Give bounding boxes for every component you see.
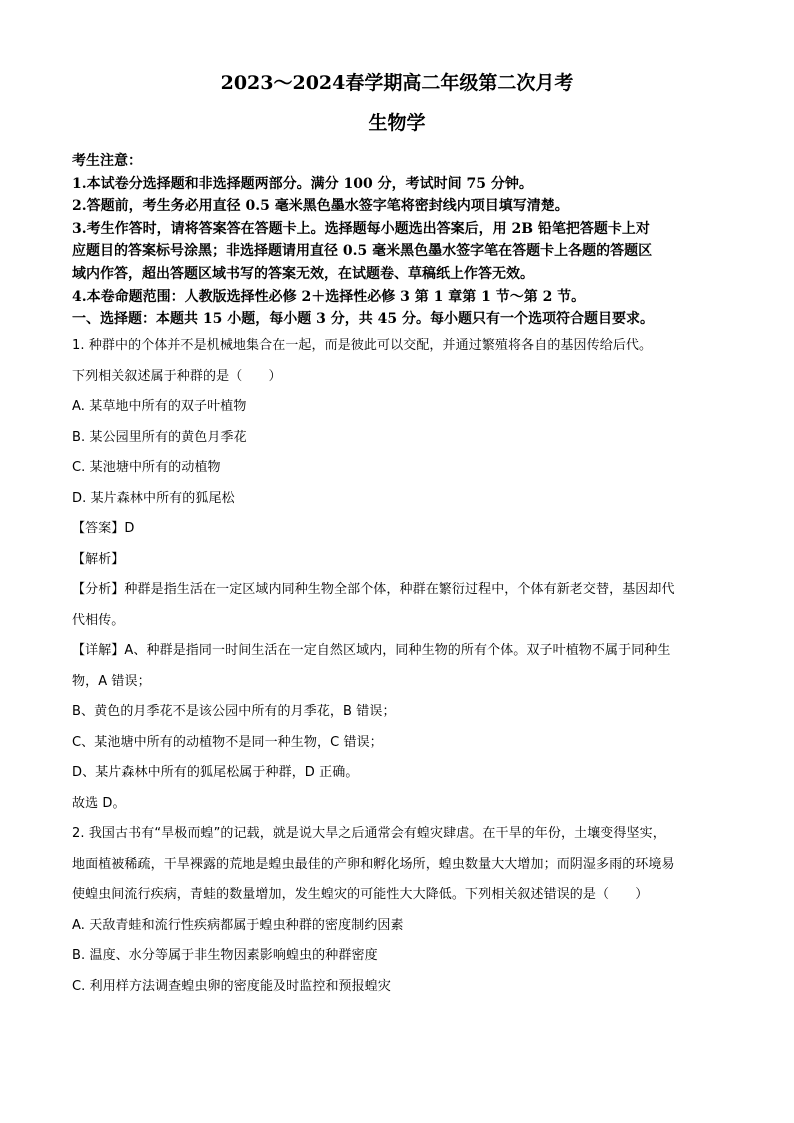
notice-item: 3.考生作答时，请将答案答在答题卡上。选择题每小题选出答案后，用 2B 铅笔把答题卡上对	[72, 220, 650, 237]
analysis-label: 【解析】	[72, 551, 125, 567]
exam-page	[72, 70, 722, 1002]
detail-text: 【详解】A、种群是指同一时间生活在一定自然区域内，同种生物的所有个体。双子叶植物不属于同种生	[72, 643, 671, 659]
exam-title: 2023～2024春学期高二年级第二次月考	[220, 72, 574, 94]
analysis-text: 【分析】种群是指生活在一定区域内同种生物全部个体，种群在繁衍过程中，个体有新老交替，基因却代	[72, 582, 675, 598]
notice-heading: 考生注意：	[72, 153, 142, 169]
subject-title: 生物学	[368, 112, 426, 134]
option-c: C. 利用样方法调查蝗虫卵的密度能及时监控和预报蝗灾	[72, 978, 391, 994]
detail-text: D、某片森林中所有的狐尾松属于种群，D 正确。	[72, 765, 359, 781]
notice-item: 4.本卷命题范围：人教版选择性必修 2＋选择性必修 3 第 1 章第 1 节～第 2 节。	[72, 288, 586, 305]
question-stem: 下列相关叙述属于种群的是（ ）	[72, 368, 282, 384]
question-stem: 使蝗虫间流行疾病，青蛙的数量增加，发生蝗灾的可能性大大降低。下列相关叙述错误的是（ ）	[72, 887, 649, 903]
option-c: C. 某池塘中所有的动植物	[72, 460, 221, 476]
option-a: A. 某草地中所有的双子叶植物	[72, 399, 247, 415]
detail-text: 物，A 错误；	[72, 673, 151, 689]
option-d: D. 某片森林中所有的狐尾松	[72, 490, 235, 506]
question-stem: 1. 种群中的个体并不是机械地集合在一起，而是彼此可以交配，并通过繁殖将各自的基因传给后代。	[72, 338, 653, 354]
detail-text: B、黄色的月季花不是该公园中所有的月季花，B 错误；	[72, 704, 396, 720]
question-stem: 地面植被稀疏，干旱裸露的荒地是蝗虫最佳的产卵和孵化场所，蝗虫数量大大增加；而阴湿多雨的环境易	[72, 856, 675, 872]
option-a: A. 天敌青蛙和流行性疾病都属于蝗虫种群的密度制约因素	[72, 917, 404, 933]
analysis-text: 代相传。	[72, 612, 125, 628]
answer-line: 【答案】D	[72, 521, 135, 537]
option-b: B. 温度、水分等属于非生物因素影响蝗虫的种群密度	[72, 948, 378, 964]
notice-item: 2.答题前，考生务必用直径 0.5 毫米黑色墨水签字笔将密封线内项目填写清楚。	[72, 198, 569, 215]
notice-item: 应题目的答案标号涂黑；非选择题请用直径 0.5 毫米黑色墨水签字笔在答题卡上各题的答题区	[72, 243, 653, 260]
section-heading-choice: 一、选择题：本题共 15 小题，每小题 3 分，共 45 分。每小题只有一个选项符合题目要求。	[72, 311, 654, 328]
question-2	[72, 819, 722, 1002]
notice-item: 1.本试卷分选择题和非选择题两部分。满分 100 分，考试时间 75 分钟。	[72, 175, 533, 192]
detail-text: C、某池塘中所有的动植物不是同一种生物，C 错误；	[72, 734, 383, 750]
option-b: B. 某公园里所有的黄色月季花	[72, 429, 247, 445]
notice-item: 域内作答，超出答题区域书写的答案无效，在试题卷、草稿纸上作答无效。	[72, 265, 534, 282]
question-1	[72, 331, 722, 819]
question-stem: 2. 我国古书有“旱极而蝗”的记载，就是说大旱之后通常会有蝗灾肆虐。在干旱的年份，土壤变得坚实，	[72, 826, 666, 842]
conclusion-text: 故选 D。	[72, 795, 126, 811]
candidate-notice	[72, 150, 722, 308]
